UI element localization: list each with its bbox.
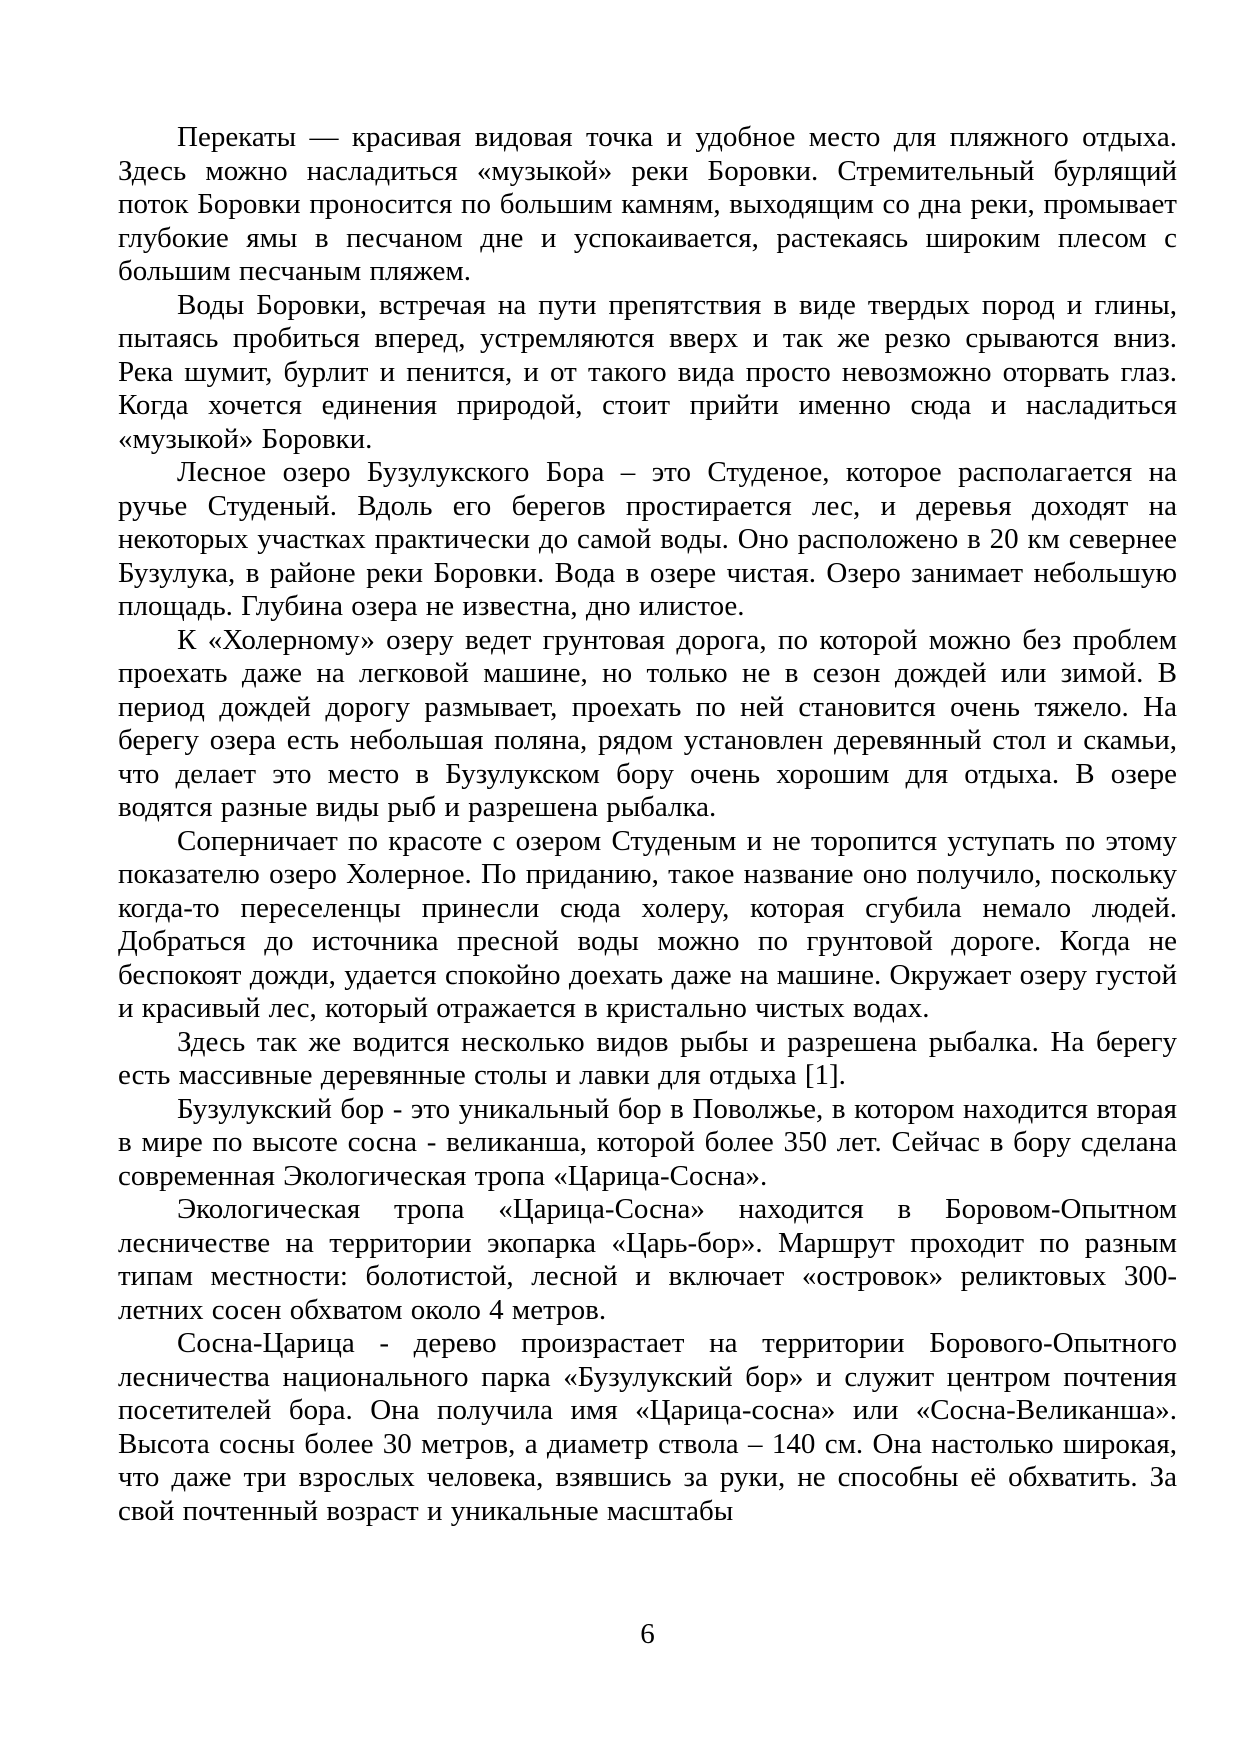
paragraph-rybalka: Здесь так же водится несколько видов рыбы и разрешена рыбалка. На берегу есть массивные деревянные столы и лавки для отдыха [1]. (118, 1025, 1177, 1091)
paragraph-buzuluksky-bor: Бузулукский бор - это уникальный бор в Поволжье, в котором находится вторая в мире по высоте сосна - великанша, которой более 350 лет. Сейчас в бору сделана современная Экологическая тропа «Царица-Сосна». (118, 1092, 1177, 1192)
page-number: 6 (640, 1618, 655, 1650)
paragraph-lesnoe-ozero: Лесное озеро Бузулукского Бора – это Студеное, которое располагается на ручье Студеный. Вдоль его берегов простирается лес, и деревья доходят на некоторых участках практически до самой воды. Оно расположено в 20 км севернее Бузулука, в районе реки Боровки. Вода в озере чистая. Озеро занимает небольшую площадь. Глубина озера не известна, дно илистое. (118, 456, 1177, 622)
page-body-text (118, 121, 1177, 1528)
paragraph-sosna-tsaritsa: Сосна-Царица - дерево произрастает на территории Борового-Опытного лесничества национального парка «Бузулукский бор» и служит центром почтения посетителей бора. Она получила имя «Царица-сосна» или «Сосна-Великанша». Высота сосны более 30 метров, а диаметр ствола – 140 см. Она настолько широкая, что даже три взрослых человека, взявшись за руки, не способны её обхватить. За свой почтенный возраст и уникальные масштабы (118, 1327, 1177, 1527)
paragraph-perekaty: Перекаты — красивая видовая точка и удобное место для пляжного отдыха. Здесь можно насладиться «музыкой» реки Боровки. Стремительный бурлящий поток Боровки проносится по большим камням, выходящим со дна реки, промывает глубокие ямы в песчаном дне и успокаивается, растекаясь широким плесом с большим песчаным пляжем. (118, 121, 1177, 287)
paragraph-ekologicheskaya-tropa: Экологическая тропа «Царица-Сосна» находится в Боровом-Опытном лесничестве на территории экопарка «Царь-бор». Маршрут проходит по разным типам местности: болотистой, лесной и включает «островок» реликтовых 300-летних сосен обхватом около 4 метров. (118, 1193, 1177, 1326)
paragraph-vody-borovki: Воды Боровки, встречая на пути препятствия в виде твердых пород и глины, пытаясь пробиться вперед, устремляются вверх и так же резко срываются вниз. Река шумит, бурлит и пенится, и от такого вида просто невозможно оторвать глаз. Когда хочется единения природой, стоит прийти именно сюда и насладиться «музыкой» Боровки. (118, 288, 1177, 455)
paragraph-holernoe-doroga: К «Холерному» озеру ведет грунтовая дорога, по которой можно без проблем проехать даже на легковой машине, но только не в сезон дождей или зимой. В период дождей дорогу размывает, проехать по ней становится очень тяжело. На берегу озера есть небольшая поляна, рядом установлен деревянный стол и скамьи, что делает это место в Бузулукском бору очень хорошим для отдыха. В озере водятся разные виды рыб и разрешена рыбалка. (118, 623, 1177, 823)
paragraph-ozero-holernoe: Соперничает по красоте с озером Студеным и не торопится уступать по этому показателю озеро Холерное. По приданию, такое название оно получило, поскольку когда-то переселенцы принесли сюда холеру, которая сгубила немало людей. Добраться до источника пресной воды можно по грунтовой дороге. Когда не беспокоят дожди, удается спокойно доехать даже на машине. Окружает озеру густой и красивый лес, который отражается в кристально чистых водах. (118, 824, 1177, 1024)
